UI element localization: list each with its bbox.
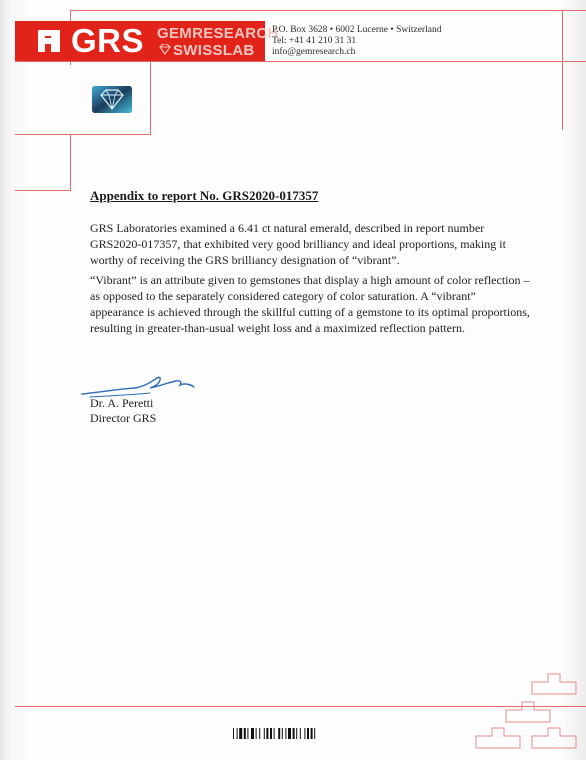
frame-line-logo-bottom [15,134,151,135]
frame-line-logo-right [150,61,151,134]
brand-line2: SWISSLAB [173,42,255,59]
paragraph-2: “Vibrant” is an attribute given to gemstones that display a high amount of color reflection – as opposed to the separately considered category of color saturation. A “vibrant” appearance is achieved through the skillful cutting of a gemstone to its optimal proportions, resulting in greater-than-usual weight loss and a maximized reflection pattern. [90,273,530,335]
diamond-hologram-icon [92,86,132,113]
frame-line-header-bottom [15,61,586,62]
contact-block [272,25,441,58]
signatory-title: Director GRS [90,411,157,425]
contact-tel: Tel: +41 41 210 31 31 [272,36,357,46]
brand-short: GRS [71,22,145,59]
grs-logo [15,21,279,61]
frame-line-top [70,10,586,11]
small-diamond-icon [159,44,171,55]
contact-email[interactable]: info@gemresearch.ch [272,47,356,57]
brand-line1: GEMRESEARCH [157,25,279,42]
document-title: Appendix to report No. GRS2020-017357 [90,188,319,203]
grs-cross-icon [35,27,63,55]
frame-line-right-upper [562,10,563,130]
paragraph-1: GRS Laboratories examined a 6.41 ct natural emerald, described in report number GRS2020-017357, that exhibited very good brilliancy and ideal proportions, making it worthy of receiving the GRS brilliancy designation of “vibrant”. [90,221,506,267]
contact-address: P.O. Box 3628 • 6002 Lucerne • Switzerland [272,25,442,35]
barcode-icon [233,728,353,739]
grs-cross-pattern-icon [470,670,586,760]
frame-line-mid-horizontal [15,190,71,191]
frame-line-mid-vertical [70,134,71,190]
signatory-name: Dr. A. Peretti [90,396,154,410]
